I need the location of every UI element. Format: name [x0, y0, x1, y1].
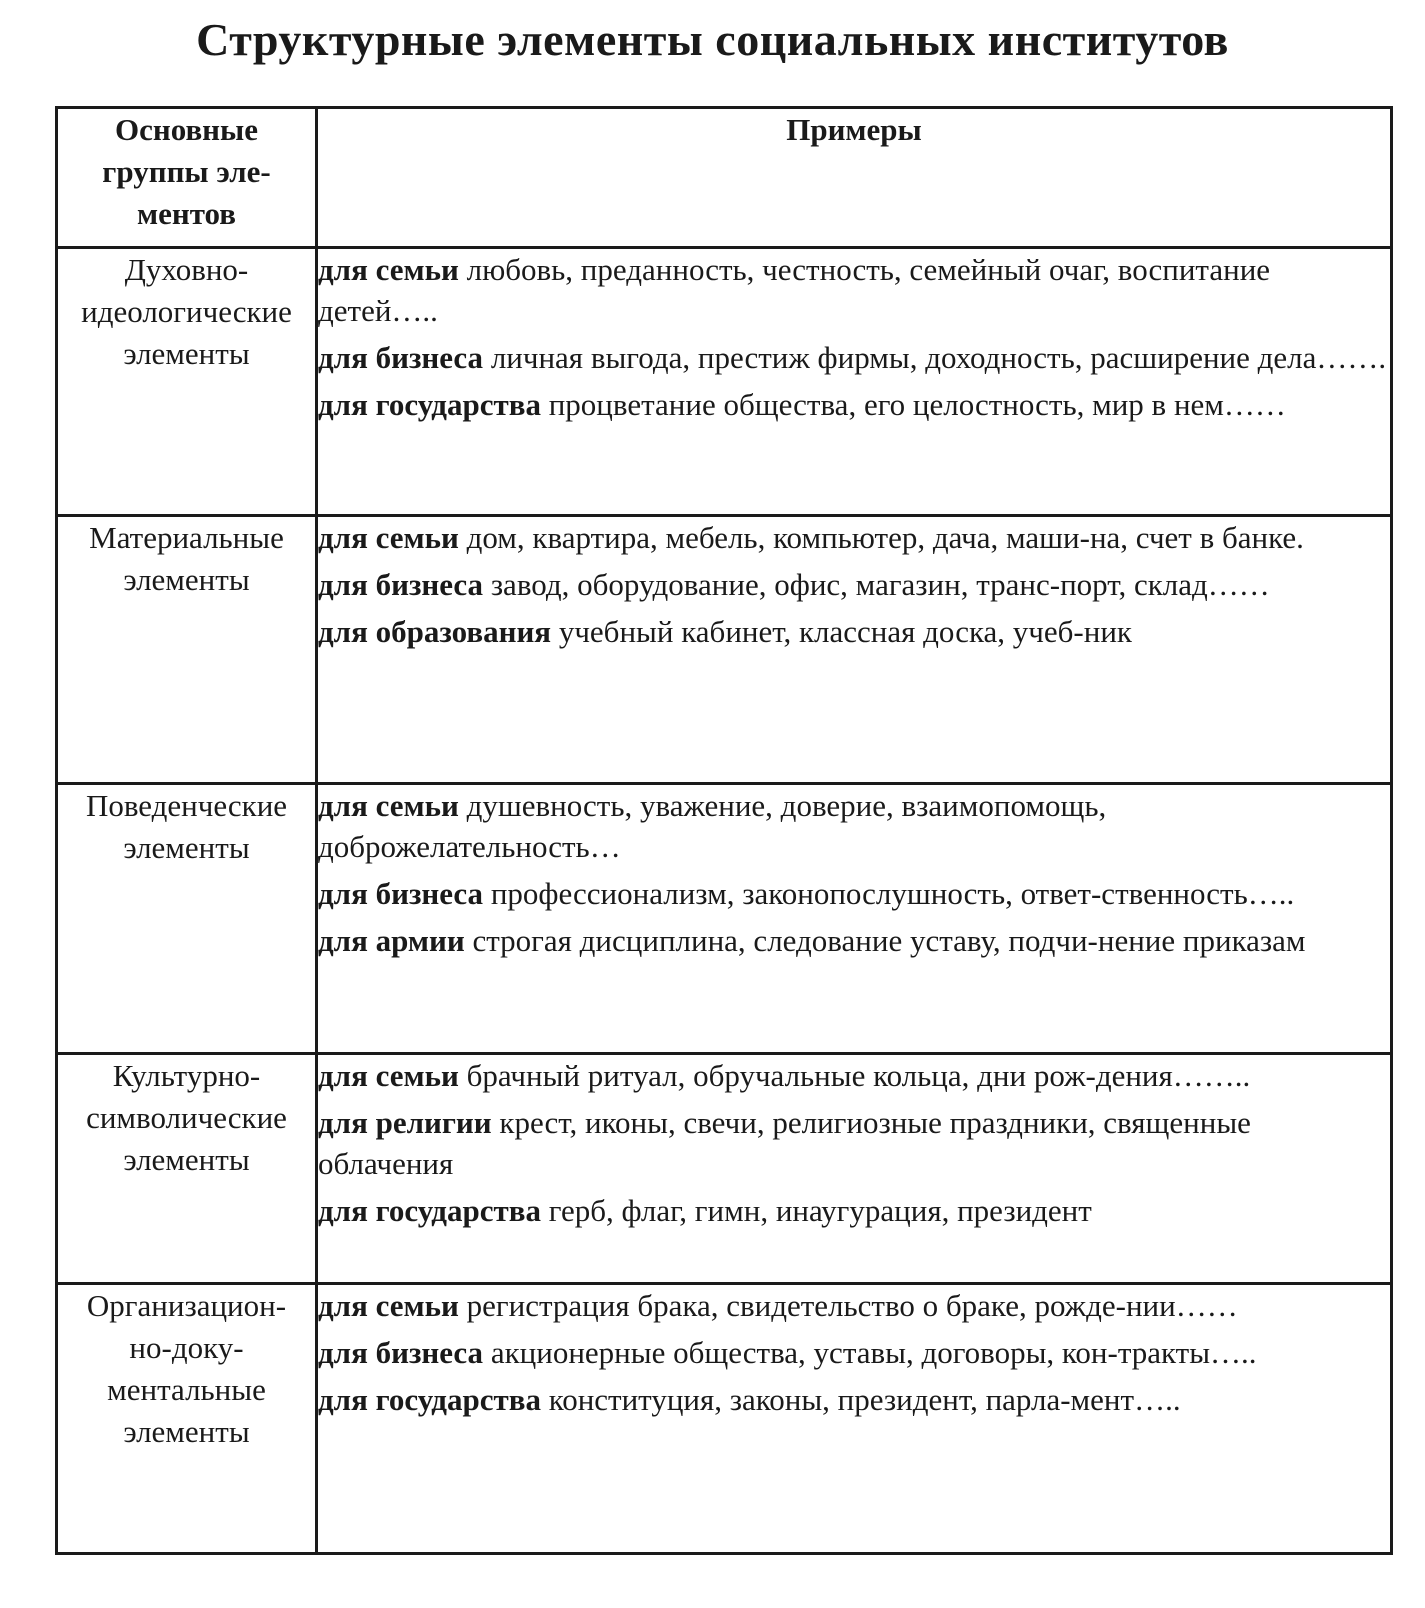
group-name: Поведенческие элементы: [57, 784, 317, 1054]
example-item: [318, 1055, 1390, 1096]
example-key: для семьи: [318, 520, 459, 555]
example-text: конституция, законы, президент, парла-мент…..: [548, 1382, 1181, 1417]
example-text: профессионализм, законопослушность, ответ-ственность…..: [490, 876, 1295, 911]
example-text: любовь, преданность, честность, семейный очаг, воспитание детей…..: [318, 252, 1271, 328]
examples-cell: [317, 248, 1392, 516]
examples-cell: [317, 516, 1392, 784]
examples-cell: [317, 1054, 1392, 1284]
example-key: для семьи: [318, 1058, 459, 1093]
example-text: крест, иконы, свечи, религиозные праздники, священные облачения: [318, 1105, 1251, 1181]
table-header-row: [57, 108, 1392, 248]
group-name: Культурно- символические элементы: [57, 1054, 317, 1284]
example-item: [318, 1379, 1390, 1420]
example-item: [318, 785, 1390, 867]
example-key: для государства: [318, 1382, 541, 1417]
header-examples-column: Примеры: [317, 108, 1392, 248]
page-title: Структурные элементы социальных институтов: [196, 14, 1229, 65]
example-text: завод, оборудование, офис, магазин, транс-порт, склад……: [490, 567, 1270, 602]
example-key: для бизнеса: [318, 876, 484, 911]
example-key: для семьи: [318, 1288, 459, 1323]
table-row: [57, 248, 1392, 516]
example-key: для государства: [318, 1193, 541, 1228]
example-key: для государства: [318, 387, 541, 422]
example-item: [318, 384, 1390, 425]
example-item: [318, 1102, 1390, 1184]
table-row: [57, 516, 1392, 784]
example-text: герб, флаг, гимн, инаугурация, президент: [548, 1193, 1092, 1228]
example-key: для армии: [318, 923, 465, 958]
example-text: строгая дисциплина, следование уставу, подчи-нение приказам: [472, 923, 1306, 958]
example-item: [318, 1285, 1390, 1326]
example-item: [318, 517, 1390, 558]
example-text: брачный ритуал, обручальные кольца, дни рож-дения……..: [466, 1058, 1251, 1093]
example-item: [318, 1332, 1390, 1373]
example-text: акционерные общества, уставы, договоры, кон-тракты…..: [490, 1335, 1257, 1370]
header-group-column: Основные группы эле- ментов: [57, 108, 317, 248]
example-item: [318, 611, 1390, 652]
table-row: [57, 1284, 1392, 1554]
example-item: [318, 337, 1390, 378]
example-item: [318, 564, 1390, 605]
example-item: [318, 249, 1390, 331]
example-key: для бизнеса: [318, 340, 484, 375]
example-text: учебный кабинет, классная доска, учеб-ник: [558, 614, 1132, 649]
group-name: Духовно- идеологические элементы: [57, 248, 317, 516]
examples-cell: [317, 1284, 1392, 1554]
example-key: для семьи: [318, 252, 459, 287]
structure-table: [55, 106, 1393, 1555]
example-item: [318, 873, 1390, 914]
example-key: для бизнеса: [318, 567, 484, 602]
example-item: [318, 1190, 1390, 1231]
example-key: для образования: [318, 614, 552, 649]
example-text: дом, квартира, мебель, компьютер, дача, маши-на, счет в банке.: [466, 520, 1304, 555]
example-text: регистрация брака, свидетельство о браке, рожде-нии……: [466, 1288, 1238, 1323]
table-row: [57, 784, 1392, 1054]
example-key: для религии: [318, 1105, 492, 1140]
example-key: для бизнеса: [318, 1335, 484, 1370]
example-key: для семьи: [318, 788, 459, 823]
example-text: процветание общества, его целостность, мир в нем……: [548, 387, 1286, 422]
example-text: душевность, уважение, доверие, взаимопомощь, доброжелательность…: [318, 788, 1107, 864]
group-name: Материальные элементы: [57, 516, 317, 784]
table-row: [57, 1054, 1392, 1284]
group-name: Организацион- но-доку- ментальные элементы: [57, 1284, 317, 1554]
examples-cell: [317, 784, 1392, 1054]
example-item: [318, 920, 1390, 961]
example-text: личная выгода, престиж фирмы, доходность, расширение дела…….: [490, 340, 1387, 375]
